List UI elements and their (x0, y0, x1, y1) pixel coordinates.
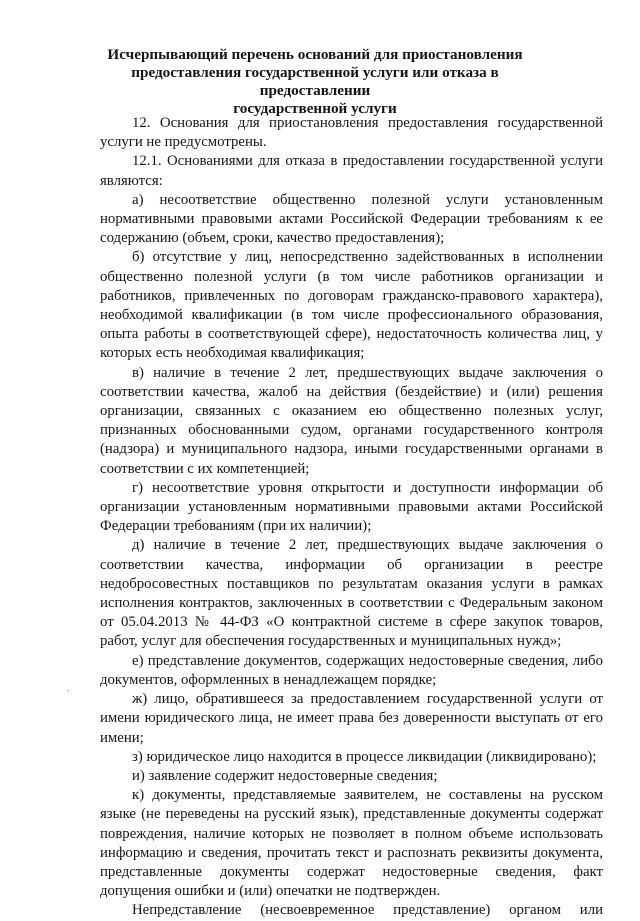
document-body (100, 114, 603, 921)
title-line-2: предоставления государственной услуги или отказа в предоставлении (131, 64, 499, 99)
paragraph-12: 12. Основания для приостановления предоставления государственной услуги не предусмотрены. (100, 115, 603, 151)
paragraph-12-1: 12.1. Основаниями для отказа в предоставлении государственной услуги являются: (100, 153, 603, 189)
list-item-z: з) юридическое лицо находится в процессе ликвидации (ликвидировано); (132, 748, 597, 765)
list-item-v: в) наличие в течение 2 лет, предшествующих выдаче заключения о соответствии качества, жалоб на действия (бездействие) и (или) решения организации, связанных с оказанием ею общественно полезных услуг, признанных обоснованными судом, органами государственного контроля (надзора) и муниципального надзора, иными государственными органами в соответствии с их компетенцией; (100, 364, 603, 477)
title-line-3: государственной услуги (233, 100, 397, 117)
list-item-i: и) заявление содержит недостоверные сведения; (132, 767, 438, 784)
document-title (100, 46, 530, 118)
list-item-g: г) несоответствие уровня открытости и доступности информации об организации установленным нормативными правовыми актами Российской Федерации требованиям (при их наличии); (100, 479, 603, 535)
title-line-1: Исчерпывающий перечень оснований для приостановления (107, 46, 523, 63)
list-item-k: к) документы, представляемые заявителем, не составлены на русском языке (не переведены на русский язык), представленные документы содержат повреждения, наличие которых не позволяет в полном объеме использовать информацию и сведения, прочитать текст и распознать реквизиты документа, представленные документы содержат недостоверные сведения, факт допущения ошибки и (или) опечатки не подтвержден. (100, 787, 603, 900)
paragraph-continued: Непредставление (несвоевременное представление) органом или (132, 902, 603, 919)
scan-speck (67, 690, 68, 691)
list-item-b: б) отсутствие у лиц, непосредственно задействованных в исполнении общественно полезной услуги (в том числе работников организации и работников, привлеченных по договорам гражданско-правового характера), необходимой квалификации (в том числе профессионального образования, опыта работы в соответствующей сфере), недостаточность количества лиц, у которых есть необходимая квалификация; (100, 249, 603, 362)
list-item-a: а) несоответствие общественно полезной услуги установленным нормативными правовыми актами Российской Федерации требованиям к ее содержанию (объем, сроки, качество предоставления); (100, 191, 603, 247)
list-item-d: д) наличие в течение 2 лет, предшествующих выдаче заключения о соответствии качества, информации об организации в реестре недобросовестных поставщиков по результатам оказания услуги в рамках исполнения контрактов, заключенных в соответствии с Федеральным законом от 05.04.2013 № 44-ФЗ «О контрактной системе в сфере закупок товаров, работ, услуг для обеспечения государственных и муниципальных нужд»; (100, 537, 603, 650)
list-item-zh: ж) лицо, обратившееся за предоставлением государственной услуги от имени юридического лица, не имеет права без доверенности выступать от его имени; (100, 691, 603, 746)
list-item-e: е) представление документов, содержащих недостоверные сведения, либо документов, оформленных в ненадлежащем порядке; (100, 652, 603, 688)
